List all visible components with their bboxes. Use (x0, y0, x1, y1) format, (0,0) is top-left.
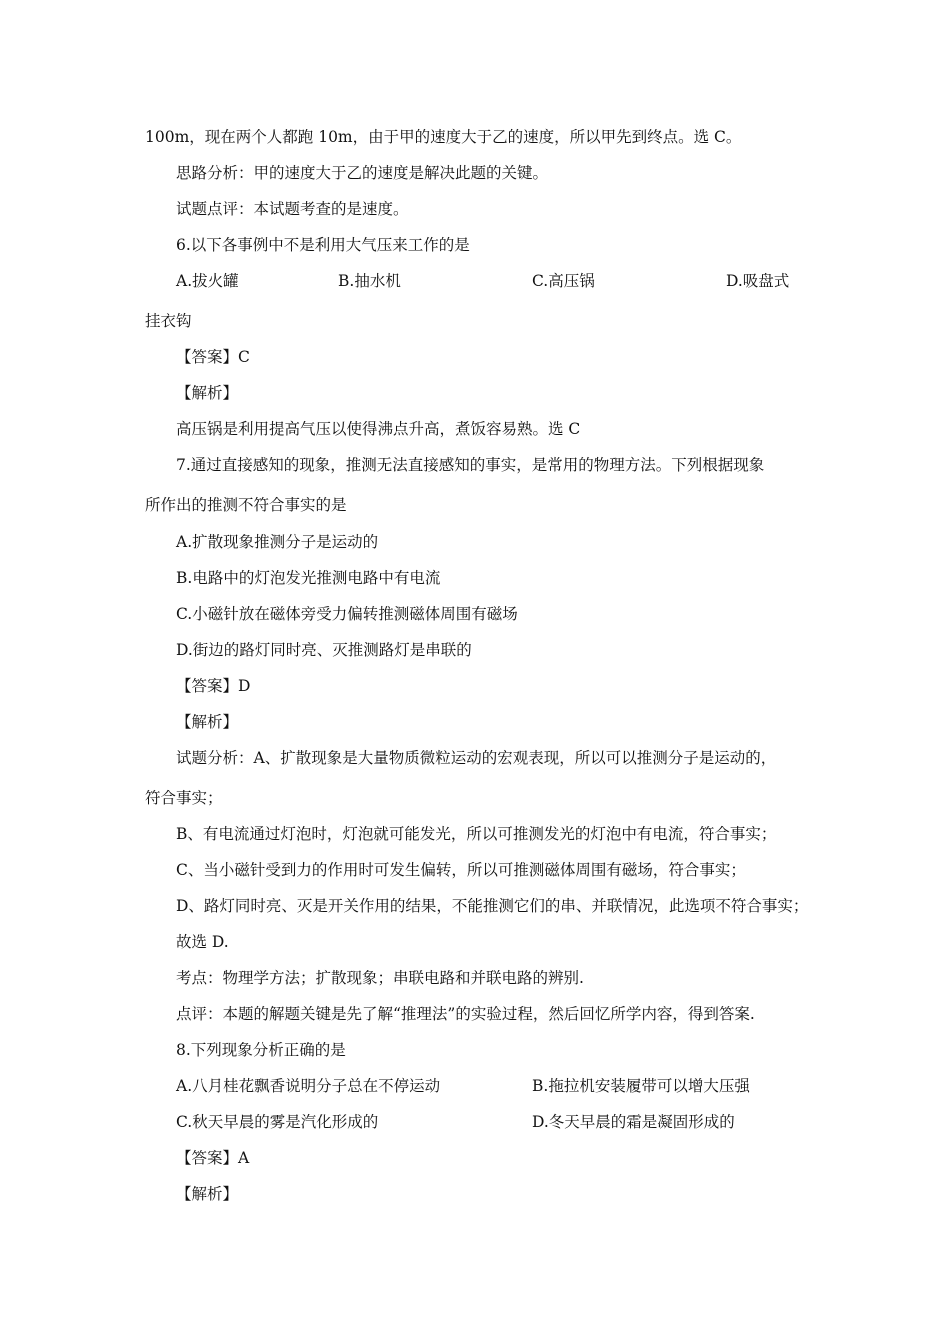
question-8: 8.下列现象分析正确的是 (176, 1041, 346, 1059)
q8-option-b: B.拖拉机安装履带可以增大压强 (532, 1077, 750, 1095)
text-line: 100m，现在两个人都跑 10m，由于甲的速度大于乙的速度，所以甲先到终点。选 C。 (145, 128, 742, 146)
q8-option-c: C.秋天早晨的雾是汽化形成的 (176, 1113, 379, 1131)
q7-answer: 【答案】D (176, 677, 251, 695)
q6-answer: 【答案】C (176, 348, 250, 366)
question-7: 7.通过直接感知的现象，推测无法直接感知的事实，是常用的物理方法。下列根据现象 (176, 456, 765, 474)
question-6: 6.以下各事例中不是利用大气压来工作的是 (176, 236, 470, 254)
q7-kaodian: 考点：物理学方法；扩散现象；串联电路和并联电路的辨别. (176, 969, 584, 987)
q7-option-a: A.扩散现象推测分子是运动的 (176, 533, 379, 551)
text-line: 试题点评：本试题考查的是速度。 (176, 200, 409, 218)
text-line: 符合事实； (145, 789, 223, 807)
q7-option-b: B.电路中的灯泡发光推测电路中有电流 (176, 569, 441, 587)
text-line: C、当小磁针受到力的作用时可发生偏转，所以可推测磁体周围有磁场，符合事实； (176, 861, 746, 879)
q7-option-d: D.街边的路灯同时亮、灭推测路灯是串联的 (176, 641, 472, 659)
q6-option-d: D.吸盘式 (726, 272, 790, 290)
q6-option-b: B.抽水机 (338, 272, 401, 290)
text-line: 挂衣钩 (145, 312, 192, 330)
q7-dianping: 点评：本题的解题关键是先了解“推理法”的实验过程，然后回忆所学内容，得到答案. (176, 1005, 755, 1023)
q7-option-c: C.小磁针放在磁体旁受力偏转推测磁体周围有磁场 (176, 605, 518, 623)
q6-option-c: C.高压锅 (532, 272, 595, 290)
text-line: D、路灯同时亮、灭是开关作用的结果，不能推测它们的串、并联情况，此选项不符合事实； (176, 897, 809, 915)
q7-analysis-heading: 【解析】 (176, 713, 239, 731)
q6-option-a: A.拔火罐 (176, 272, 239, 290)
q8-answer: 【答案】A (176, 1149, 250, 1167)
q6-analysis-heading: 【解析】 (176, 384, 239, 402)
q8-option-a: A.八月桂花飘香说明分子总在不停运动 (176, 1077, 441, 1095)
q8-analysis-heading: 【解析】 (176, 1185, 239, 1203)
text-line: 思路分析：甲的速度大于乙的速度是解决此题的关键。 (176, 164, 549, 182)
text-line: B、有电流通过灯泡时，灯泡就可能发光，所以可推测发光的灯泡中有电流，符合事实； (176, 825, 777, 843)
text-line: 所作出的推测不符合事实的是 (145, 496, 347, 514)
q8-option-d: D.冬天早晨的霜是凝固形成的 (532, 1113, 735, 1131)
q6-analysis: 高压锅是利用提高气压以使得沸点升高，煮饭容易熟。选 C (176, 420, 581, 438)
text-line: 故选 D. (176, 933, 229, 951)
text-line: 试题分析：A、扩散现象是大量物质微粒运动的宏观表现，所以可以推测分子是运动的， (176, 749, 777, 767)
